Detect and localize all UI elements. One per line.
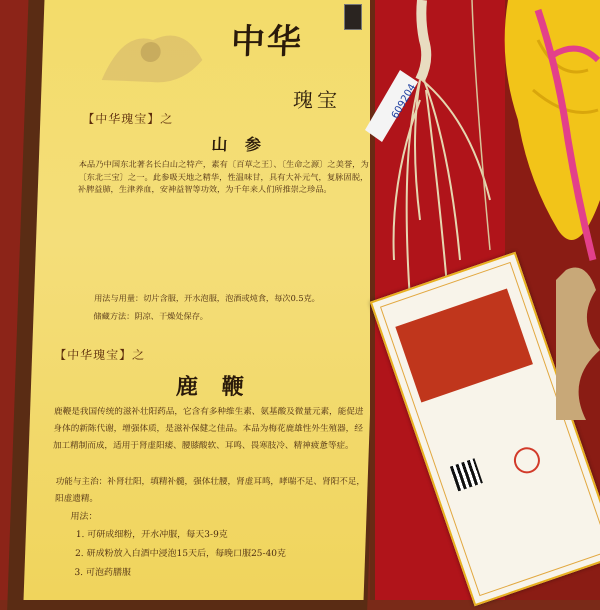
tag-number: 609204: [389, 82, 419, 121]
portrait-illustration: [91, 20, 213, 90]
id-tag: [360, 70, 420, 150]
section2-paragraph: 鹿鞭是我国传统的滋补壮阳药品，它含有多种维生素、氨基酸及微量元素，能促进身体的新陈代谢，增强体质，是滋补保健之佳品。本品为梅花鹿雄性外生殖器，经加工精制而成，适用于肾虚阳痿、腰膝酸软、耳鸣、畏寒肢冷、精神疲惫等症。: [52, 407, 364, 451]
section2-function: 功能与主治：补肾壮阳，填精补髓，强体壮腰，肾虚耳鸣，哮喘不足、肾阳不足，阳虚遗精。: [54, 477, 366, 504]
section2-usage-list: [74, 526, 287, 583]
hinge-top: [344, 4, 362, 30]
section2-usage-title: 用法：: [70, 512, 98, 522]
section1-paragraph: 本品乃中国东北著名长白山之特产，素有〔百草之王〕、〔生命之源〕之美誉，为〔东北三宝〕之一。此参吸天地之精华，性温味甘，具有大补元气，复脉固脱，补脾益肺，生津养血，安神益智等功效，为千年来人们所推崇之珍品。: [77, 159, 369, 195]
usage-item: 1. 可研成细粉，开水冲服，每天3-9克: [75, 530, 228, 540]
section2-name: 鹿 鞭: [175, 374, 253, 400]
usage-item: 3. 可泡药膳服: [74, 568, 132, 578]
page-title: 中华: [230, 22, 304, 62]
section1-header: 【中华瑰宝】之: [82, 112, 174, 126]
usage-item: 2. 研成粉放入白酒中浸泡15天后，每晚口服25-40克: [74, 549, 287, 559]
page-subtitle: 瑰宝: [292, 88, 342, 112]
section1-usage: 用法与用量：切片含服，开水泡服，泡酒或炖食，每次0.5克。: [93, 293, 321, 303]
section1-storage: 储藏方法：阴凉、干燥处保存。: [93, 311, 209, 321]
info-panel: [24, 0, 385, 600]
section2-header: 【中华瑰宝】之: [53, 348, 146, 362]
dried-herbs: [556, 260, 600, 420]
section1-name: 山 参: [211, 135, 268, 154]
